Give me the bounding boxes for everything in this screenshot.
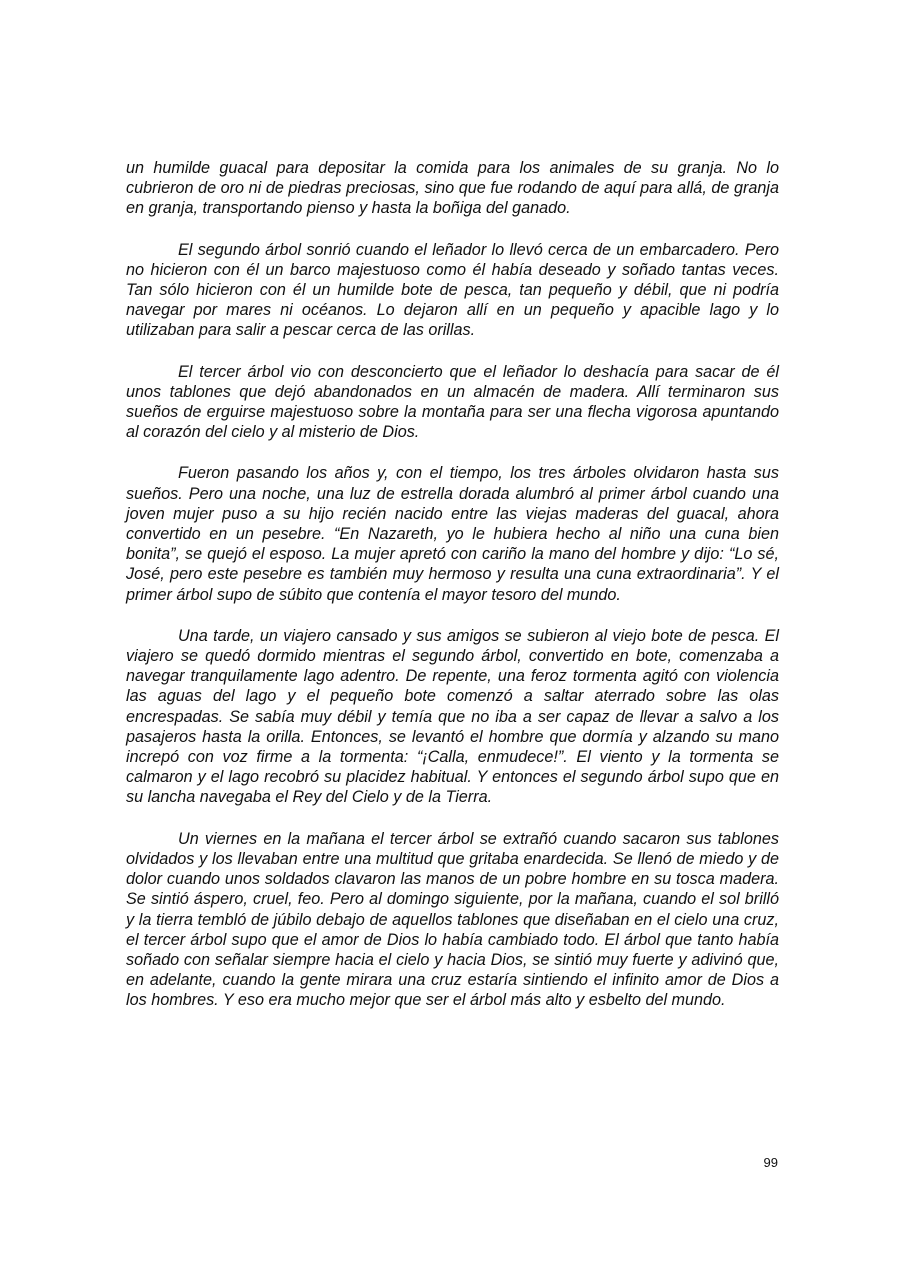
page-number: 99 — [763, 1155, 778, 1170]
paragraph-third-tree: El tercer árbol vio con desconcierto que el leñador lo deshacía para sacar de él unos tablones que dejó abandonados en un almacén de madera. Allí terminaron sus sueños de erguirse majestuoso sobre la montaña para ser una flecha vigorosa apuntando al corazón del cielo y al misterio de Dios. — [126, 362, 779, 442]
paragraph-second-tree: El segundo árbol sonrió cuando el leñador lo llevó cerca de un embarcadero. Pero no hicieron con él un barco majestuoso como él había deseado y soñado tantas veces. Tan sólo hicieron con él un humilde bote de pesca, tan pequeño y débil, que ni podría navegar por mares ni océanos. Lo dejaron allí en un pequeño y apacible lago y lo utilizaban para salir a pescar cerca de las orillas. — [126, 240, 779, 340]
body-text — [126, 158, 779, 1032]
paragraph-manger: Fueron pasando los años y, con el tiempo, los tres árboles olvidaron hasta sus sueños. Pero una noche, una luz de estrella dorada alumbró al primer árbol cuando una joven mujer puso a su hijo recién nacido entre las viejas maderas del guacal, ahora convertido en un pesebre. “En Nazareth, yo le hubiera hecho al niño una cuna bien bonita”, se quejó el esposo. La mujer apretó con cariño la mano del hombre y dijo: “Lo sé, José, pero este pesebre es también muy hermoso y resulta una cuna extraordinaria”. Y el primer árbol supo de súbito que contenía el mayor tesoro del mundo. — [126, 464, 779, 604]
paragraph-storm: Una tarde, un viajero cansado y sus amigos se subieron al viejo bote de pesca. El viajero se quedó dormido mientras el segundo árbol, convertido en bote, comenzaba a navegar tranquilamente lago adentro. De repente, una feroz tormenta agitó con violencia las aguas del lago y el pequeño bote comenzó a saltar aterrado sobre las olas encrespadas. Se sabía muy débil y temía que no iba a ser capaz de llevar a salvo a los pasajeros hasta la orilla. Entonces, se levantó el hombre que dormía y alzando su mano increpó con voz firme a la tormenta: “¡Calla, enmudece!”. El viento y la tormenta se calmaron y el lago recobró su placidez habitual. Y entonces el segundo árbol supo que en su lancha navegaba el Rey del Cielo y de la Tierra. — [126, 626, 779, 807]
paragraph-continuation: un humilde guacal para depositar la comida para los animales de su granja. No lo cubrieron de oro ni de piedras preciosas, sino que fue rodando de aquí para allá, de granja en granja, transportando pienso y hasta la boñiga del ganado. — [126, 159, 779, 218]
paragraph-cross: Un viernes en la mañana el tercer árbol se extrañó cuando sacaron sus tablones olvidados y los llevaban entre una multitud que gritaba enardecida. Se llenó de miedo y de dolor cuando unos soldados clavaron las manos de un pobre hombre en su tosca madera. Se sintió áspero, cruel, feo. Pero al domingo siguiente, por la mañana, cuando el sol brilló y la tierra tembló de júbilo debajo de aquellos tablones que diseñaban en el cielo una cruz, el tercer árbol supo que el amor de Dios lo había cambiado todo. El árbol que tanto había soñado con señalar siempre hacia el cielo y hacia Dios, se sintió muy fuerte y adivinó que, en adelante, cuando la gente mirara una cruz estaría sintiendo el infinito amor de Dios a los hombres. Y eso era mucho mejor que ser el árbol más alto y esbelto del mundo. — [126, 829, 779, 1010]
